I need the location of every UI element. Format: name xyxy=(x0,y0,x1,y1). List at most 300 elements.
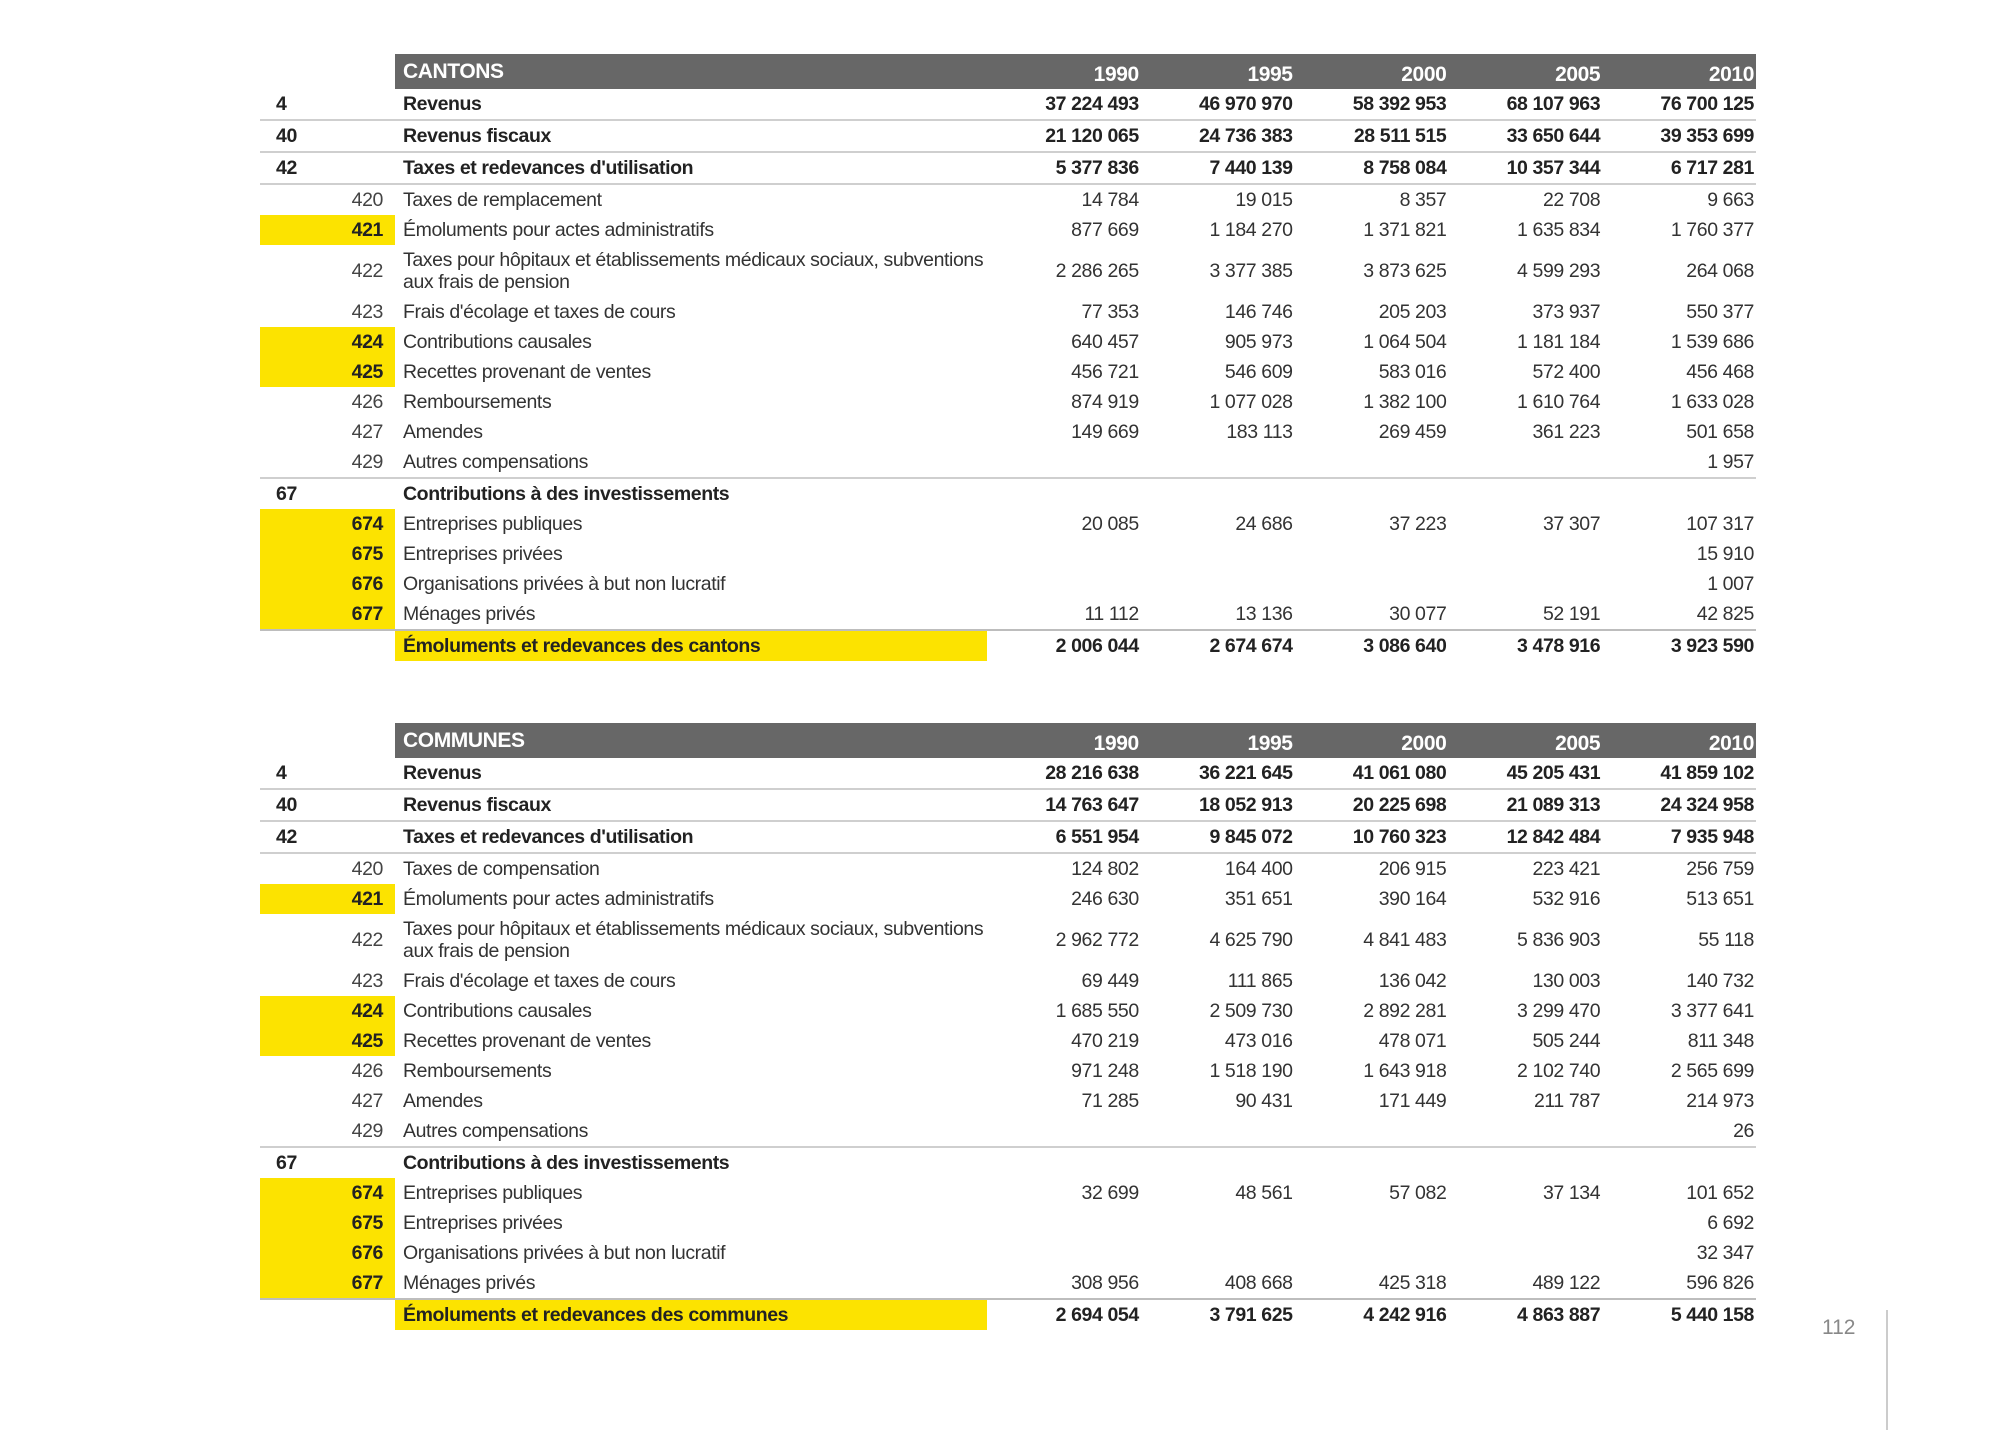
table-row xyxy=(260,1238,1756,1268)
value-cell: 596 826 xyxy=(1686,1272,1754,1294)
value-cell xyxy=(987,1116,1141,1147)
value-cell xyxy=(1448,1147,1602,1178)
value-cell xyxy=(1448,1116,1602,1147)
value-cell: 41 859 102 xyxy=(1602,758,1756,789)
value-cell xyxy=(987,569,1141,599)
value-cell: 183 113 xyxy=(1226,421,1293,443)
account-code: 42 xyxy=(260,152,395,184)
account-subcode: 674 xyxy=(260,509,395,539)
value-cell: 361 223 xyxy=(1532,421,1601,443)
value-cell: 149 669 xyxy=(1071,421,1139,443)
year-header: 1995 xyxy=(1141,723,1295,758)
value-cell xyxy=(1295,478,1449,509)
value-cell: 28 511 515 xyxy=(1295,120,1449,152)
table-row xyxy=(260,297,1756,327)
account-code: 67 xyxy=(260,1147,395,1178)
value-cell: 1 685 550 xyxy=(1055,1000,1139,1022)
account-subcode: 425 xyxy=(260,357,395,387)
value-cell xyxy=(1141,447,1295,478)
value-cell: 30 077 xyxy=(1389,603,1447,625)
value-cell: 33 650 644 xyxy=(1448,120,1602,152)
row-label: Taxes et redevances d'utilisation xyxy=(395,152,987,184)
account-subcode: 675 xyxy=(260,1208,395,1238)
value-cell: 21 089 313 xyxy=(1448,789,1602,821)
value-cell: 489 122 xyxy=(1532,1272,1601,1294)
row-label: Amendes xyxy=(403,1090,483,1112)
value-cell: 470 219 xyxy=(1071,1030,1139,1052)
row-label: Entreprises privées xyxy=(403,1212,563,1234)
value-cell: 14 784 xyxy=(1081,189,1139,211)
account-subcode: 427 xyxy=(351,421,383,443)
value-cell: 26 xyxy=(1733,1120,1754,1142)
value-cell: 1 371 821 xyxy=(1363,219,1447,241)
value-cell: 124 802 xyxy=(1071,858,1139,880)
total-value: 3 791 625 xyxy=(1141,1299,1295,1330)
value-cell xyxy=(1295,1116,1449,1147)
value-cell: 572 400 xyxy=(1532,361,1601,383)
value-cell: 408 668 xyxy=(1224,1272,1293,1294)
row-label: Revenus xyxy=(395,758,987,789)
value-cell: 1 184 270 xyxy=(1209,219,1293,241)
value-cell: 205 203 xyxy=(1378,301,1447,323)
total-label: Émoluments et redevances des communes xyxy=(395,1299,987,1330)
value-cell: 41 061 080 xyxy=(1295,758,1449,789)
row-label: Recettes provenant de ventes xyxy=(403,361,651,383)
value-cell: 4 599 293 xyxy=(1517,260,1601,282)
account-code: 67 xyxy=(260,478,395,509)
value-cell xyxy=(987,1238,1141,1268)
value-cell: 2 892 281 xyxy=(1363,1000,1447,1022)
account-code: 4 xyxy=(260,89,395,120)
page-number: 112 xyxy=(1822,1316,1856,1339)
value-cell xyxy=(1141,539,1295,569)
value-cell: 501 658 xyxy=(1686,421,1754,443)
value-cell: 5 836 903 xyxy=(1517,929,1601,951)
value-cell: 10 760 323 xyxy=(1295,821,1449,853)
value-cell: 8 758 084 xyxy=(1295,152,1449,184)
total-value: 2 674 674 xyxy=(1141,630,1295,661)
value-cell: 1 633 028 xyxy=(1670,391,1754,413)
value-cell: 2 565 699 xyxy=(1670,1060,1754,1082)
value-cell: 10 357 344 xyxy=(1448,152,1602,184)
row-label: Contributions à des investissements xyxy=(395,1147,987,1178)
value-cell: 2 286 265 xyxy=(1055,260,1139,282)
total-value: 5 440 158 xyxy=(1602,1299,1756,1330)
row-label: Organisations privées à but non lucratif xyxy=(403,1242,726,1264)
value-cell: 351 651 xyxy=(1224,888,1293,910)
value-cell xyxy=(987,1147,1141,1178)
value-cell: 37 134 xyxy=(1542,1182,1601,1204)
table-row xyxy=(260,89,1756,120)
table-row xyxy=(260,1208,1756,1238)
account-subcode: 421 xyxy=(260,884,395,914)
value-cell xyxy=(987,478,1141,509)
value-cell: 4 841 483 xyxy=(1363,929,1447,951)
value-cell: 874 919 xyxy=(1071,391,1139,413)
account-subcode: 423 xyxy=(351,301,383,323)
value-cell: 71 285 xyxy=(1081,1090,1139,1112)
value-cell xyxy=(1141,569,1295,599)
value-cell: 308 956 xyxy=(1071,1272,1139,1294)
row-label: Émoluments pour actes administratifs xyxy=(403,888,714,910)
value-cell: 46 970 970 xyxy=(1141,89,1295,120)
account-subcode: 422 xyxy=(351,929,383,951)
table-row xyxy=(260,1086,1756,1116)
row-label: Taxes de compensation xyxy=(403,858,600,880)
value-cell xyxy=(1295,1238,1449,1268)
account-subcode: 677 xyxy=(260,1268,395,1299)
value-cell: 42 825 xyxy=(1696,603,1754,625)
value-cell: 269 459 xyxy=(1378,421,1447,443)
value-cell: 52 191 xyxy=(1542,603,1601,625)
value-cell xyxy=(1448,447,1602,478)
table-row xyxy=(260,184,1756,215)
value-cell: 76 700 125 xyxy=(1602,89,1756,120)
account-subcode: 424 xyxy=(260,996,395,1026)
value-cell xyxy=(1448,1238,1602,1268)
table-row xyxy=(260,1116,1756,1147)
total-value: 3 923 590 xyxy=(1602,630,1756,661)
value-cell: 1 643 918 xyxy=(1363,1060,1447,1082)
row-label: Contributions causales xyxy=(403,1000,592,1022)
value-cell: 24 686 xyxy=(1235,513,1293,535)
value-cell: 1 518 190 xyxy=(1209,1060,1293,1082)
value-cell: 811 348 xyxy=(1687,1030,1754,1052)
account-code: 4 xyxy=(260,758,395,789)
value-cell: 13 136 xyxy=(1235,603,1293,625)
value-cell xyxy=(1448,539,1602,569)
account-subcode: 424 xyxy=(260,327,395,357)
table-row xyxy=(260,1268,1756,1299)
value-cell xyxy=(1295,1208,1449,1238)
total-spacer xyxy=(260,1299,395,1330)
year-header: 1990 xyxy=(987,54,1141,89)
table-row xyxy=(260,245,1756,297)
value-cell: 1 181 184 xyxy=(1517,331,1601,353)
year-header: 2010 xyxy=(1602,723,1756,758)
table-row xyxy=(260,1178,1756,1208)
value-cell: 877 669 xyxy=(1071,219,1139,241)
value-cell: 130 003 xyxy=(1532,970,1601,992)
value-cell: 2 962 772 xyxy=(1055,929,1139,951)
value-cell: 640 457 xyxy=(1071,331,1139,353)
year-header: 1995 xyxy=(1141,54,1295,89)
row-label: Revenus xyxy=(395,89,987,120)
row-label: Ménages privés xyxy=(403,1272,536,1294)
value-cell: 140 732 xyxy=(1686,970,1754,992)
table-row xyxy=(260,509,1756,539)
value-cell xyxy=(1141,1147,1295,1178)
value-cell: 55 118 xyxy=(1698,929,1754,951)
account-subcode: 425 xyxy=(260,1026,395,1056)
table-row xyxy=(260,853,1756,884)
table-row xyxy=(260,215,1756,245)
row-label: Revenus fiscaux xyxy=(395,789,987,821)
value-cell: 21 120 065 xyxy=(987,120,1141,152)
table-row xyxy=(260,884,1756,914)
value-cell: 164 400 xyxy=(1224,858,1293,880)
value-cell: 136 042 xyxy=(1378,970,1447,992)
row-label: Recettes provenant de ventes xyxy=(403,1030,651,1052)
value-cell: 20 085 xyxy=(1081,513,1139,535)
value-cell: 48 561 xyxy=(1235,1182,1293,1204)
value-cell: 214 973 xyxy=(1686,1090,1754,1112)
value-cell: 107 317 xyxy=(1686,513,1754,535)
row-label: Remboursements xyxy=(403,1060,552,1082)
value-cell: 3 873 625 xyxy=(1363,260,1447,282)
account-code: 40 xyxy=(260,120,395,152)
value-cell: 550 377 xyxy=(1686,301,1754,323)
value-cell: 1 007 xyxy=(1707,573,1754,595)
value-cell: 4 625 790 xyxy=(1209,929,1293,951)
account-subcode: 675 xyxy=(260,539,395,569)
year-header: 2000 xyxy=(1295,723,1449,758)
value-cell: 14 763 647 xyxy=(987,789,1141,821)
year-header: 2010 xyxy=(1602,54,1756,89)
value-cell: 101 652 xyxy=(1686,1182,1754,1204)
row-label: Ménages privés xyxy=(403,603,536,625)
row-label: Taxes pour hôpitaux et établissements médicaux sociaux, subventions aux frais de pension xyxy=(403,249,984,293)
value-cell: 32 699 xyxy=(1081,1182,1139,1204)
page-rule xyxy=(1886,1310,1888,1430)
cantons-header-row xyxy=(260,54,1756,89)
communes-total-row xyxy=(260,1299,1756,1330)
value-cell: 57 082 xyxy=(1389,1182,1447,1204)
value-cell: 206 915 xyxy=(1378,858,1447,880)
value-cell: 1 760 377 xyxy=(1670,219,1754,241)
table-row xyxy=(260,914,1756,966)
account-code: 42 xyxy=(260,821,395,853)
table-row xyxy=(260,152,1756,184)
table-row xyxy=(260,789,1756,821)
total-value: 3 478 916 xyxy=(1448,630,1602,661)
value-cell: 532 916 xyxy=(1532,888,1601,910)
value-cell: 1 382 100 xyxy=(1363,391,1447,413)
value-cell xyxy=(1141,1116,1295,1147)
value-cell: 39 353 699 xyxy=(1602,120,1756,152)
value-cell: 456 468 xyxy=(1686,361,1754,383)
total-label: Émoluments et redevances des cantons xyxy=(395,630,987,661)
row-label: Entreprises privées xyxy=(403,543,563,565)
value-cell: 1 077 028 xyxy=(1209,391,1293,413)
row-label: Amendes xyxy=(403,421,483,443)
table-row xyxy=(260,539,1756,569)
table-row xyxy=(260,478,1756,509)
communes-table xyxy=(260,723,1756,1330)
account-subcode: 429 xyxy=(351,1120,383,1142)
value-cell: 513 651 xyxy=(1686,888,1754,910)
row-label: Taxes pour hôpitaux et établissements médicaux sociaux, subventions aux frais de pension xyxy=(403,918,984,962)
value-cell: 15 910 xyxy=(1696,543,1754,565)
value-cell: 20 225 698 xyxy=(1295,789,1449,821)
value-cell: 264 068 xyxy=(1686,260,1754,282)
table-row xyxy=(260,120,1756,152)
total-value: 4 242 916 xyxy=(1295,1299,1449,1330)
year-header: 2005 xyxy=(1448,54,1602,89)
table-row xyxy=(260,387,1756,417)
account-subcode: 429 xyxy=(351,451,383,473)
year-header: 2000 xyxy=(1295,54,1449,89)
section-title: CANTONS xyxy=(395,54,987,89)
value-cell: 45 205 431 xyxy=(1448,758,1602,789)
row-label: Taxes de remplacement xyxy=(403,189,602,211)
row-label: Remboursements xyxy=(403,391,552,413)
value-cell xyxy=(987,447,1141,478)
value-cell xyxy=(1602,478,1756,509)
header-spacer xyxy=(260,723,395,758)
value-cell: 18 052 913 xyxy=(1141,789,1295,821)
row-label: Organisations privées à but non lucratif xyxy=(403,573,726,595)
table-row xyxy=(260,599,1756,630)
value-cell: 3 299 470 xyxy=(1517,1000,1601,1022)
table-row xyxy=(260,758,1756,789)
year-header: 1990 xyxy=(987,723,1141,758)
table-row xyxy=(260,417,1756,447)
value-cell: 58 392 953 xyxy=(1295,89,1449,120)
table-row xyxy=(260,569,1756,599)
total-spacer xyxy=(260,630,395,661)
total-value: 2 006 044 xyxy=(987,630,1141,661)
row-label: Contributions à des investissements xyxy=(395,478,987,509)
account-subcode: 426 xyxy=(351,391,383,413)
value-cell: 223 421 xyxy=(1532,858,1601,880)
value-cell xyxy=(1295,539,1449,569)
value-cell: 1 064 504 xyxy=(1363,331,1447,353)
value-cell xyxy=(1295,447,1449,478)
value-cell xyxy=(1448,569,1602,599)
value-cell xyxy=(1141,478,1295,509)
value-cell: 6 717 281 xyxy=(1602,152,1756,184)
value-cell: 1 957 xyxy=(1707,451,1754,473)
value-cell: 373 937 xyxy=(1532,301,1601,323)
value-cell: 24 736 383 xyxy=(1141,120,1295,152)
table-row xyxy=(260,966,1756,996)
table-row xyxy=(260,1056,1756,1086)
account-subcode: 676 xyxy=(260,1238,395,1268)
value-cell: 2 509 730 xyxy=(1209,1000,1293,1022)
value-cell: 8 357 xyxy=(1399,189,1447,211)
value-cell: 6 692 xyxy=(1707,1212,1754,1234)
value-cell: 1 610 764 xyxy=(1517,391,1601,413)
account-subcode: 420 xyxy=(351,858,383,880)
value-cell xyxy=(1141,1208,1295,1238)
value-cell xyxy=(1602,1147,1756,1178)
account-subcode: 423 xyxy=(351,970,383,992)
value-cell: 37 224 493 xyxy=(987,89,1141,120)
value-cell xyxy=(987,539,1141,569)
value-cell: 3 377 641 xyxy=(1670,1000,1754,1022)
row-label: Entreprises publiques xyxy=(403,1182,583,1204)
value-cell: 171 449 xyxy=(1378,1090,1447,1112)
value-cell: 1 635 834 xyxy=(1517,219,1601,241)
value-cell: 425 318 xyxy=(1378,1272,1447,1294)
value-cell: 905 973 xyxy=(1224,331,1293,353)
account-subcode: 427 xyxy=(351,1090,383,1112)
row-label: Frais d'écolage et taxes de cours xyxy=(403,970,676,992)
account-subcode: 420 xyxy=(351,189,383,211)
value-cell: 36 221 645 xyxy=(1141,758,1295,789)
value-cell: 2 102 740 xyxy=(1517,1060,1601,1082)
table-row xyxy=(260,821,1756,853)
value-cell: 12 842 484 xyxy=(1448,821,1602,853)
value-cell: 211 787 xyxy=(1533,1090,1601,1112)
value-cell xyxy=(1448,1208,1602,1238)
value-cell: 1 539 686 xyxy=(1670,331,1754,353)
value-cell: 6 551 954 xyxy=(987,821,1141,853)
row-label: Autres compensations xyxy=(403,1120,588,1142)
total-value: 2 694 054 xyxy=(987,1299,1141,1330)
value-cell xyxy=(1141,1238,1295,1268)
row-label: Taxes et redevances d'utilisation xyxy=(395,821,987,853)
table-row xyxy=(260,996,1756,1026)
communes-header-row xyxy=(260,723,1756,758)
account-subcode: 676 xyxy=(260,569,395,599)
total-value: 4 863 887 xyxy=(1448,1299,1602,1330)
value-cell: 90 431 xyxy=(1235,1090,1293,1112)
value-cell: 390 164 xyxy=(1378,888,1447,910)
row-label: Frais d'écolage et taxes de cours xyxy=(403,301,676,323)
value-cell: 9 663 xyxy=(1707,189,1754,211)
value-cell: 37 307 xyxy=(1542,513,1601,535)
section-title: COMMUNES xyxy=(395,723,987,758)
account-subcode: 426 xyxy=(351,1060,383,1082)
value-cell: 24 324 958 xyxy=(1602,789,1756,821)
value-cell: 5 377 836 xyxy=(987,152,1141,184)
value-cell xyxy=(987,1208,1141,1238)
value-cell: 546 609 xyxy=(1224,361,1293,383)
account-subcode: 677 xyxy=(260,599,395,630)
account-subcode: 674 xyxy=(260,1178,395,1208)
value-cell: 32 347 xyxy=(1696,1242,1754,1264)
value-cell: 146 746 xyxy=(1224,301,1293,323)
value-cell xyxy=(1448,478,1602,509)
value-cell: 456 721 xyxy=(1071,361,1139,383)
value-cell: 505 244 xyxy=(1532,1030,1601,1052)
row-label: Revenus fiscaux xyxy=(395,120,987,152)
table-row xyxy=(260,357,1756,387)
value-cell: 68 107 963 xyxy=(1448,89,1602,120)
table-row xyxy=(260,1147,1756,1178)
value-cell: 7 935 948 xyxy=(1602,821,1756,853)
value-cell: 28 216 638 xyxy=(987,758,1141,789)
value-cell: 69 449 xyxy=(1081,970,1139,992)
value-cell: 77 353 xyxy=(1081,301,1139,323)
value-cell: 246 630 xyxy=(1071,888,1139,910)
value-cell: 256 759 xyxy=(1686,858,1754,880)
value-cell: 111 865 xyxy=(1227,970,1293,992)
table-row xyxy=(260,447,1756,478)
value-cell: 478 071 xyxy=(1378,1030,1447,1052)
value-cell: 971 248 xyxy=(1071,1060,1139,1082)
value-cell: 19 015 xyxy=(1235,189,1293,211)
value-cell xyxy=(1295,569,1449,599)
account-subcode: 422 xyxy=(351,260,383,282)
value-cell: 7 440 139 xyxy=(1141,152,1295,184)
year-header: 2005 xyxy=(1448,723,1602,758)
account-subcode: 421 xyxy=(260,215,395,245)
value-cell: 9 845 072 xyxy=(1141,821,1295,853)
header-spacer xyxy=(260,54,395,89)
row-label: Contributions causales xyxy=(403,331,592,353)
account-code: 40 xyxy=(260,789,395,821)
row-label: Émoluments pour actes administratifs xyxy=(403,219,714,241)
value-cell: 583 016 xyxy=(1378,361,1447,383)
total-value: 3 086 640 xyxy=(1295,630,1449,661)
table-row xyxy=(260,327,1756,357)
cantons-table xyxy=(260,54,1756,661)
value-cell: 22 708 xyxy=(1542,189,1601,211)
row-label: Autres compensations xyxy=(403,451,588,473)
